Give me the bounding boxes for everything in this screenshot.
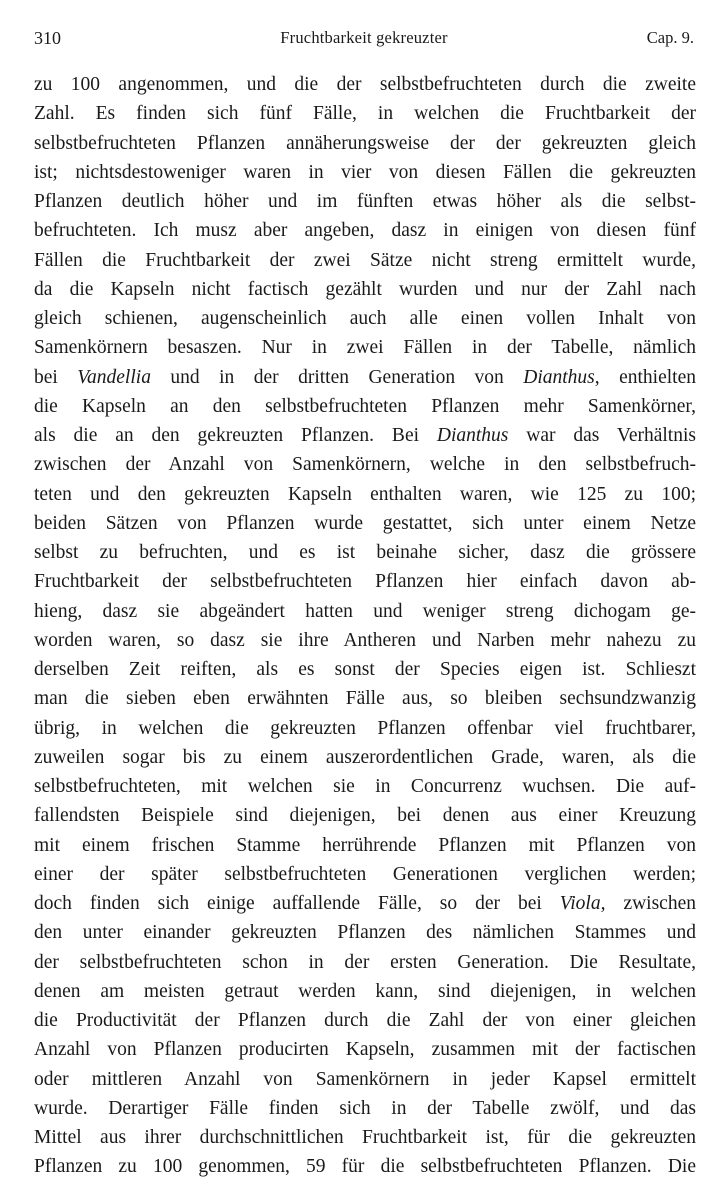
text-line bbox=[34, 421, 696, 450]
text-line bbox=[34, 1094, 696, 1123]
italic-text: Dianthus bbox=[523, 366, 595, 388]
text-line bbox=[34, 655, 696, 684]
text-run: die Productivität der Pflanzen durch die Zahl der von einer gleichen bbox=[34, 1010, 696, 1031]
text-line bbox=[34, 1035, 696, 1064]
text-run: doch finden sich einige auffallende Fälle, so der bei bbox=[34, 893, 560, 914]
text-run: selbstbefruchteten Pflanzen annäherungsweise der der gekreuzten gleich bbox=[34, 132, 696, 154]
text-line bbox=[34, 1123, 696, 1152]
text-line bbox=[34, 509, 696, 538]
text-line bbox=[34, 626, 696, 655]
page-number: 310 bbox=[34, 28, 61, 48]
text-run: Samenkörnern besaszen. Nur in zwei Fällen in der Tabelle, nämlich bbox=[34, 337, 696, 359]
text-run: denen am meisten getraut werden kann, sind diejenigen, in welchen bbox=[34, 980, 696, 1002]
text-line bbox=[34, 187, 696, 216]
text-line bbox=[34, 684, 696, 713]
text-line bbox=[34, 450, 696, 479]
text-line bbox=[34, 889, 696, 918]
text-line bbox=[34, 1065, 696, 1094]
text-run: worden waren, so dasz sie ihre Antheren und Narben mehr nahezu zu bbox=[34, 629, 696, 651]
chapter-label: Cap. 9. bbox=[646, 28, 694, 47]
text-run: zwischen bbox=[605, 893, 696, 914]
text-run: den unter einander gekreuzten Pflanzen des nämlichen Stammes und bbox=[34, 922, 696, 944]
text-run: war das Verhältnis bbox=[508, 425, 696, 446]
text-run: man die sieben eben erwähnten Fälle aus, so bleiben sechsundzwanzig bbox=[34, 688, 696, 710]
text-line bbox=[34, 714, 696, 743]
text-line bbox=[34, 801, 696, 830]
text-run: derselben Zeit reiften, als es sonst der Species eigen ist. Schlieszt bbox=[34, 659, 696, 680]
text-run: , enthielten bbox=[594, 366, 696, 388]
text-run: Pflanzen deutlich höher und im fünften etwas höher als die selbst- bbox=[34, 191, 696, 212]
text-run: hieng, dasz sie abgeändert hatten und weniger streng dichogam ge- bbox=[34, 600, 696, 622]
italic-text: Viola, bbox=[559, 893, 606, 914]
running-title: Fruchtbarkeit gekreuzter bbox=[280, 28, 448, 47]
text-run: als die an den gekreuzten Pflanzen. Bei bbox=[34, 425, 437, 446]
text-run: Zahl. Es finden sich fünf Fälle, in welchen die Fruchtbarkeit der bbox=[34, 103, 696, 125]
text-line bbox=[34, 567, 696, 596]
text-run: zuweilen sogar bis zu einem auszerordentlichen Grade, waren, als die bbox=[34, 746, 696, 768]
text-run: selbstbefruchteten, mit welchen sie in Concurrenz wuchsen. Die auf- bbox=[34, 776, 696, 797]
text-line bbox=[34, 772, 696, 801]
text-run: Fällen die Fruchtbarkeit der zwei Sätze nicht streng ermittelt wurde, bbox=[34, 249, 696, 271]
text-run: oder mittleren Anzahl von Samenkörnern in jeder Kapsel ermittelt bbox=[34, 1068, 696, 1090]
text-run: fallendsten Beispiele sind diejenigen, bei denen aus einer Kreuzung bbox=[34, 805, 696, 827]
text-line bbox=[34, 304, 696, 333]
text-run: übrig, in welchen die gekreuzten Pflanzen offenbar viel fruchtbarer, bbox=[34, 717, 696, 739]
text-run: Mittel aus ihrer durchschnittlichen Fruchtbarkeit ist, für die gekreuzten bbox=[34, 1127, 696, 1148]
text-run: ist; nichtsdestoweniger waren in vier von diesen Fällen die gekreuzten bbox=[34, 161, 696, 183]
text-run: teten und den gekreuzten Kapseln enthalten waren, wie 125 zu 100; bbox=[34, 483, 696, 505]
text-line bbox=[34, 860, 696, 889]
text-line bbox=[34, 1152, 696, 1181]
text-line bbox=[34, 333, 696, 362]
text-run: der selbstbefruchteten schon in der ersten Generation. Die Resultate, bbox=[34, 951, 696, 973]
text-line bbox=[34, 1006, 696, 1035]
text-line bbox=[34, 99, 696, 128]
text-line bbox=[34, 158, 696, 187]
text-run: die Kapseln an den selbstbefruchteten Pflanzen mehr Samenkörner, bbox=[34, 395, 696, 417]
text-line bbox=[34, 275, 696, 304]
page-header bbox=[34, 28, 694, 52]
text-line bbox=[34, 743, 696, 772]
text-line bbox=[34, 129, 696, 158]
body-text bbox=[34, 70, 696, 1182]
text-run: zwischen der Anzahl von Samenkörnern, welche in den selbstbefruch- bbox=[34, 454, 696, 476]
text-run: wurde. Derartiger Fälle finden sich in der Tabelle zwölf, und das bbox=[34, 1097, 696, 1119]
text-run: bei bbox=[34, 366, 78, 388]
text-line bbox=[34, 831, 696, 860]
text-line bbox=[34, 216, 696, 245]
text-run: Fruchtbarkeit der selbstbefruchteten Pflanzen hier einfach davon ab- bbox=[34, 571, 696, 593]
text-run: beiden Sätzen von Pflanzen wurde gestattet, sich unter einem Netze bbox=[34, 512, 696, 534]
text-run: zu 100 angenommen, und die der selbstbefruchteten durch die zweite bbox=[34, 74, 696, 95]
text-run: befruchteten. Ich musz aber angeben, dasz in einigen von diesen fünf bbox=[34, 220, 696, 242]
text-line bbox=[34, 948, 696, 977]
text-run: Pflanzen zu 100 genommen, 59 für die selbstbefruchteten Pflanzen. Die bbox=[34, 1156, 696, 1178]
text-line bbox=[34, 70, 696, 99]
text-line bbox=[34, 538, 696, 567]
text-run: mit einem frischen Stamme herrührende Pflanzen mit Pflanzen von bbox=[34, 834, 696, 856]
text-run: Anzahl von Pflanzen producirten Kapseln, zusammen mit der factischen bbox=[34, 1039, 696, 1061]
text-line bbox=[34, 392, 696, 421]
italic-text: Dianthus bbox=[436, 425, 509, 446]
text-run: gleich schienen, augenscheinlich auch alle einen vollen Inhalt von bbox=[34, 308, 696, 329]
text-run: da die Kapseln nicht factisch gezählt wurden und nur der Zahl nach bbox=[34, 278, 696, 300]
text-line bbox=[34, 597, 696, 626]
text-line bbox=[34, 246, 696, 275]
text-line bbox=[34, 480, 696, 509]
text-line bbox=[34, 918, 696, 947]
text-run: einer der später selbstbefruchteten Generationen verglichen werden; bbox=[34, 863, 696, 885]
text-line bbox=[34, 363, 696, 392]
text-run: selbst zu befruchten, und es ist beinahe sicher, dasz die grössere bbox=[34, 542, 696, 563]
italic-text: Vandellia bbox=[77, 366, 151, 388]
text-line bbox=[34, 977, 696, 1006]
text-run: und in der dritten Generation von bbox=[150, 366, 524, 388]
